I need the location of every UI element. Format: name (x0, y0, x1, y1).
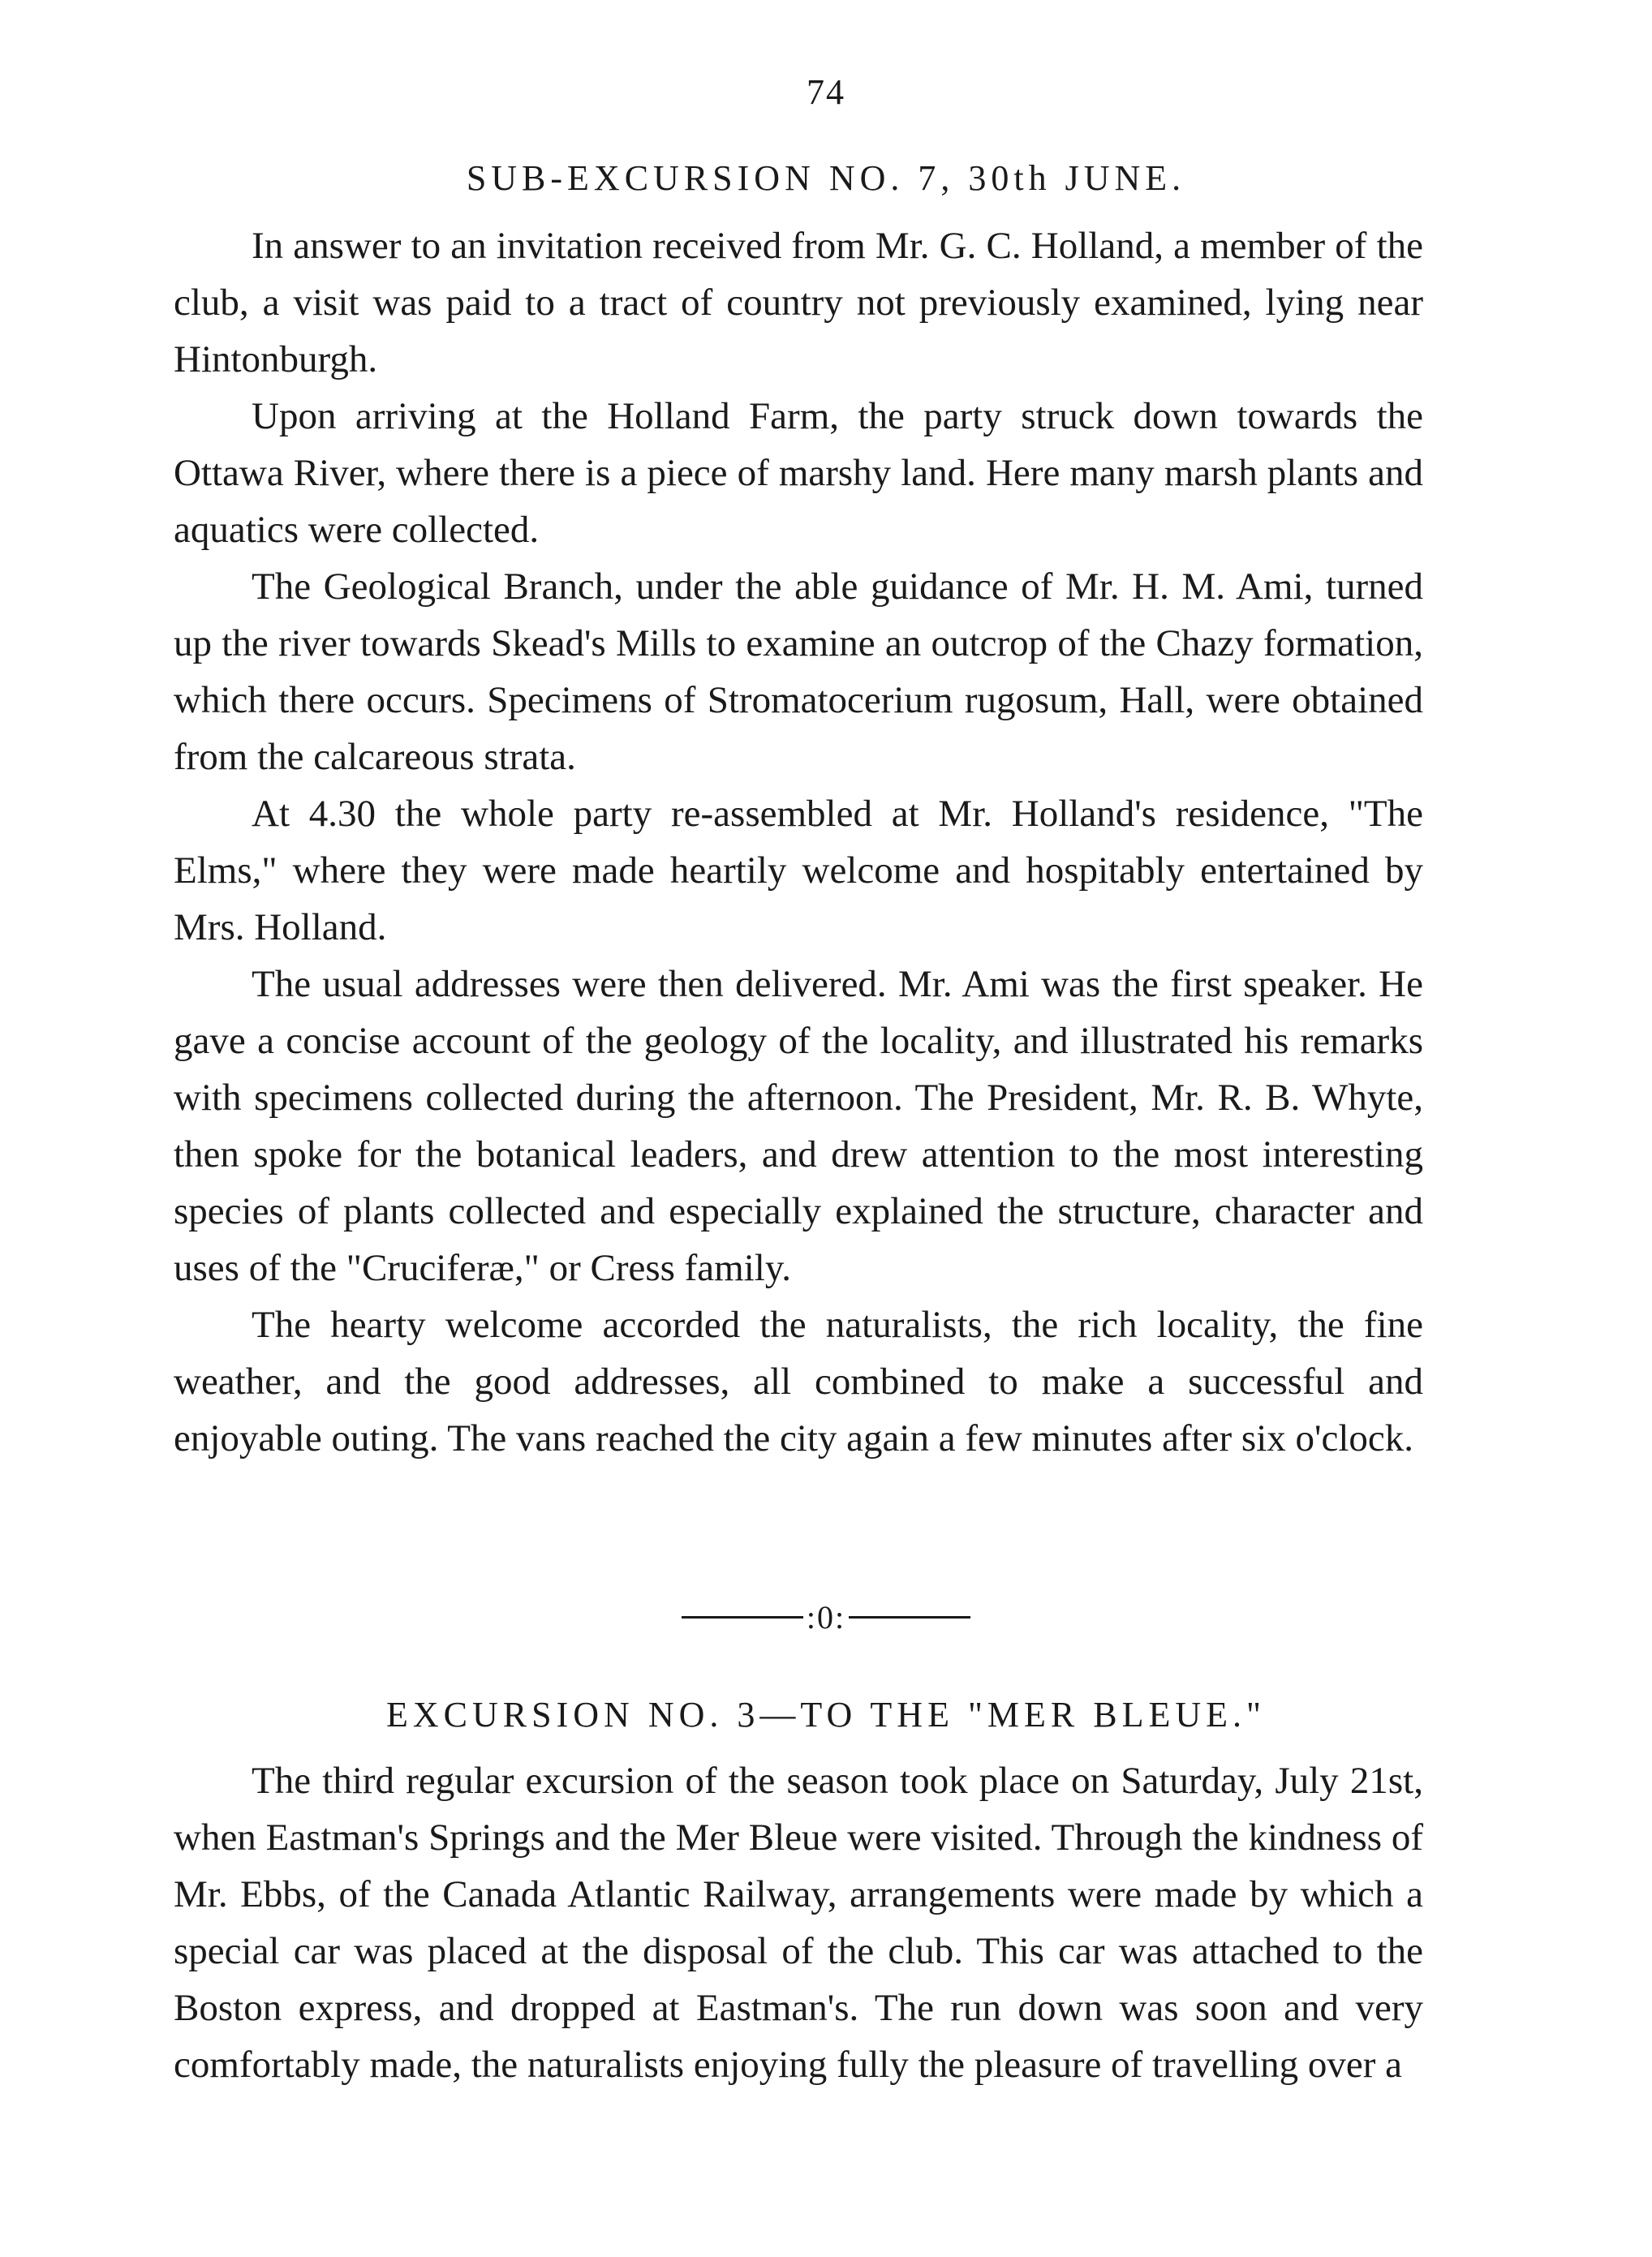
paragraph: In answer to an invitation received from Mr. G. C. Holland, a member of the club, a visit was paid to a tract of country not previously examined, lying near Hintonburgh. (174, 225, 1423, 380)
section-1-title: SUB-EXCURSION NO. 7, 30th JUNE. (466, 158, 1186, 198)
section-1-body (174, 217, 1423, 1467)
paragraph: Upon arriving at the Holland Farm, the party struck down towards the Ottawa River, where there is a piece of marshy land. Here many marsh plants and aquatics were collected. (174, 395, 1423, 551)
separator-rule-right (849, 1616, 970, 1619)
paragraph: The usual addresses were then delivered. Mr. Ami was the first speaker. He gave a concise account of the geology of the locality, and illustrated his remarks with specimens collected during the afternoon. The President, Mr. R. B. Whyte, then spoke for the botanical leaders, and drew attention to the most interesting species of plants collected and especially explained the structure, character and uses of the "Cruciferæ," or Cress family. (174, 963, 1423, 1289)
paragraph: At 4.30 the whole party re-assembled at Mr. Holland's residence, "The Elms," where they were made heartily welcome and hospitably entertained by Mrs. Holland. (174, 793, 1423, 948)
paragraph: The third regular excursion of the season took place on Saturday, July 21st, when Eastman's Springs and the Mer Bleue were visited. Through the kindness of Mr. Ebbs, of the Canada Atlantic Railway, arrangements were made by which a special car was placed at the disposal of the club. This car was attached to the Boston express, and dropped at Eastman's. The run down was soon and very comfortably made, the naturalists enjoying fully the pleasure of travelling over a (174, 1760, 1423, 2086)
section-separator (0, 1595, 1652, 1636)
section-2-title: EXCURSION NO. 3—TO THE "MER BLEUE." (386, 1695, 1266, 1735)
paragraph: The Geological Branch, under the able guidance of Mr. H. M. Ami, turned up the river towards Skead's Mills to examine an outcrop of the Chazy formation, which there occurs. Specimens of Stromatocerium rugosum, Hall, were obtained from the calcareous strata. (174, 565, 1423, 778)
separator-rule-left (682, 1616, 803, 1619)
paragraph: The hearty welcome accorded the naturalists, the rich locality, the fine weather, and the good addresses, all combined to make a successful and enjoyable outing. The vans reached the city again a few minutes after six o'clock. (174, 1304, 1423, 1460)
separator-mark: :0: (806, 1599, 846, 1636)
section-2-body (174, 1752, 1423, 2093)
page-number: 74 (807, 72, 845, 112)
